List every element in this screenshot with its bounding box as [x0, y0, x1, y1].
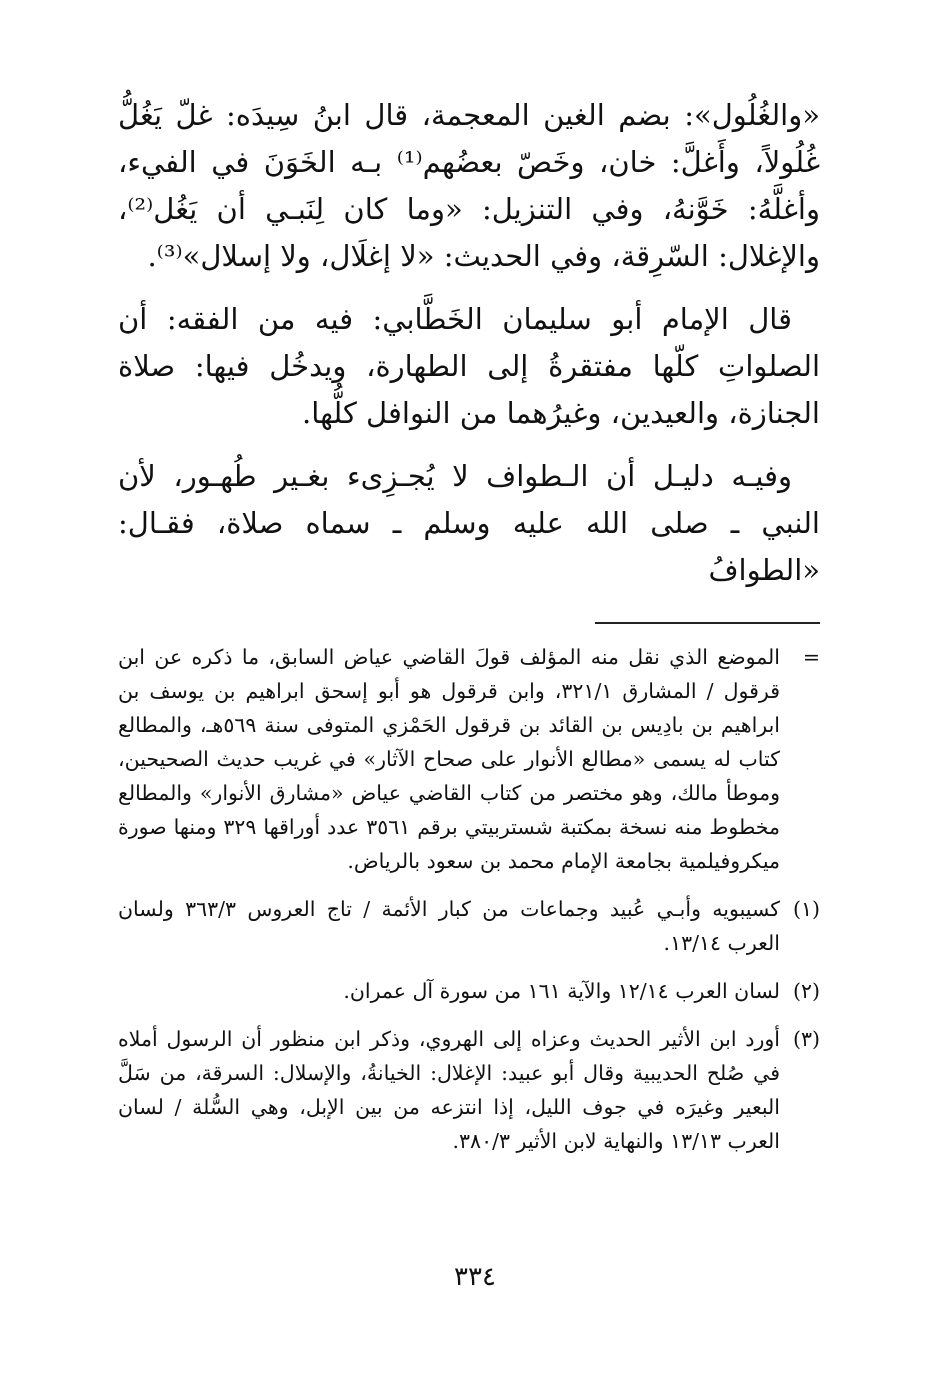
footnote-marker: (١) [792, 897, 820, 921]
footnotes [118, 640, 820, 1172]
main-paragraph-3: وفيـه دليـل أن الـطواف لا يُجـزِىء بغـير طُهـور، لأن النبي ـ صلى الله عليه وسلم ـ سماه صلاة، فقـال: «الطوافُ [118, 459, 820, 587]
footnote-text: الموضع الذي نقل منه المؤلف قولَ القاضي عياض السابق، ما ذكره عن ابن قرقول / المشارق ٣٢١/١، وابن قرقول هو أبو إسحق ابراهيم بن يوسف بن ابراهيم بن بادِيس بن القائد بن قرقول الحَمْزي المتوفى سنة ٥٦٩هـ، والمطالع كتاب له يسمى «مطالع الأنوار على صحاح الآثار» في غريب حديث الصحيحين، وموطأ مالك، وهو مختصر من كتاب القاضي عياض «مشارق الأنوار» والمطالع مخطوط منه نسخة بمكتبة شستربيتي برقم ٣٥٦١ عدد أوراقها ٣٢٩ ومنها صورة ميكروفيلمية بجامعة الإمام محمد بن سعود بالرياض. [118, 645, 780, 873]
footnote-marker: = [802, 645, 820, 669]
footnote-marker: (٣) [792, 1027, 820, 1051]
page-number: ٣٣٤ [454, 1262, 496, 1292]
footnote-3 [118, 1022, 820, 1158]
footnote-marker: (٢) [792, 979, 820, 1003]
main-paragraph-2: قال الإمام أبو سليمان الخَطَّابي: فيه من الفقه: أن الصلواتِ كلّها مفتقرةُ إلى الطهارة، ويدخُل فيها: صلاة الجنازة، والعيدين، وغيرُهما من النوافل كلُّها. [118, 302, 820, 430]
main-text [118, 92, 820, 610]
main-paragraph-1: «والغُلُول»: بضم الغين المعجمة، قال ابنُ سِيدَه: غلّ يَغُلُّ غُلُولاً، وأَغلَّ: خان، وخَصّ بعضُهم⁽¹⁾ بـه الخَوَنَ في الفيء، وأغلَّهُ: خَوَّنهُ، وفي التنزيل: «وما كان لِنَبـي أن يَغُل⁽²⁾، والإغلال: السّرِقة، وفي الحديث: «لا إغلَال، ولا إسلال»⁽³⁾. [118, 98, 820, 273]
footnote-1 [118, 892, 820, 960]
footnote-text: أورد ابن الأثير الحديث وعزاه إلى الهروي، وذكر ابن منظور أن الرسول أملاه في صُلح الحديبية وقال أبو عبيد: الإغلال: الخيانةُ، والإسلال: السرقة، من سَلَّ البعير وغيرَه في جوف الليل، إذا انتزعه من بين الإبل، وهي السُّلة / لسان العرب ١٣/١٣ والنهاية لابن الأثير ٣٨٠/٣. [118, 1027, 780, 1153]
footnote-2 [118, 974, 820, 1008]
footnote-text: كسيبويه وأبـي عُبيد وجماعات من كبار الأئمة / تاج العروس ٣٦٣/٣ ولسان العرب ١٣/١٤. [118, 897, 780, 955]
footnote-continuation [118, 640, 820, 878]
footnote-separator [595, 622, 820, 624]
footnote-text: لسان العرب ١٢/١٤ والآية ١٦١ من سورة آل عمران. [343, 979, 780, 1003]
